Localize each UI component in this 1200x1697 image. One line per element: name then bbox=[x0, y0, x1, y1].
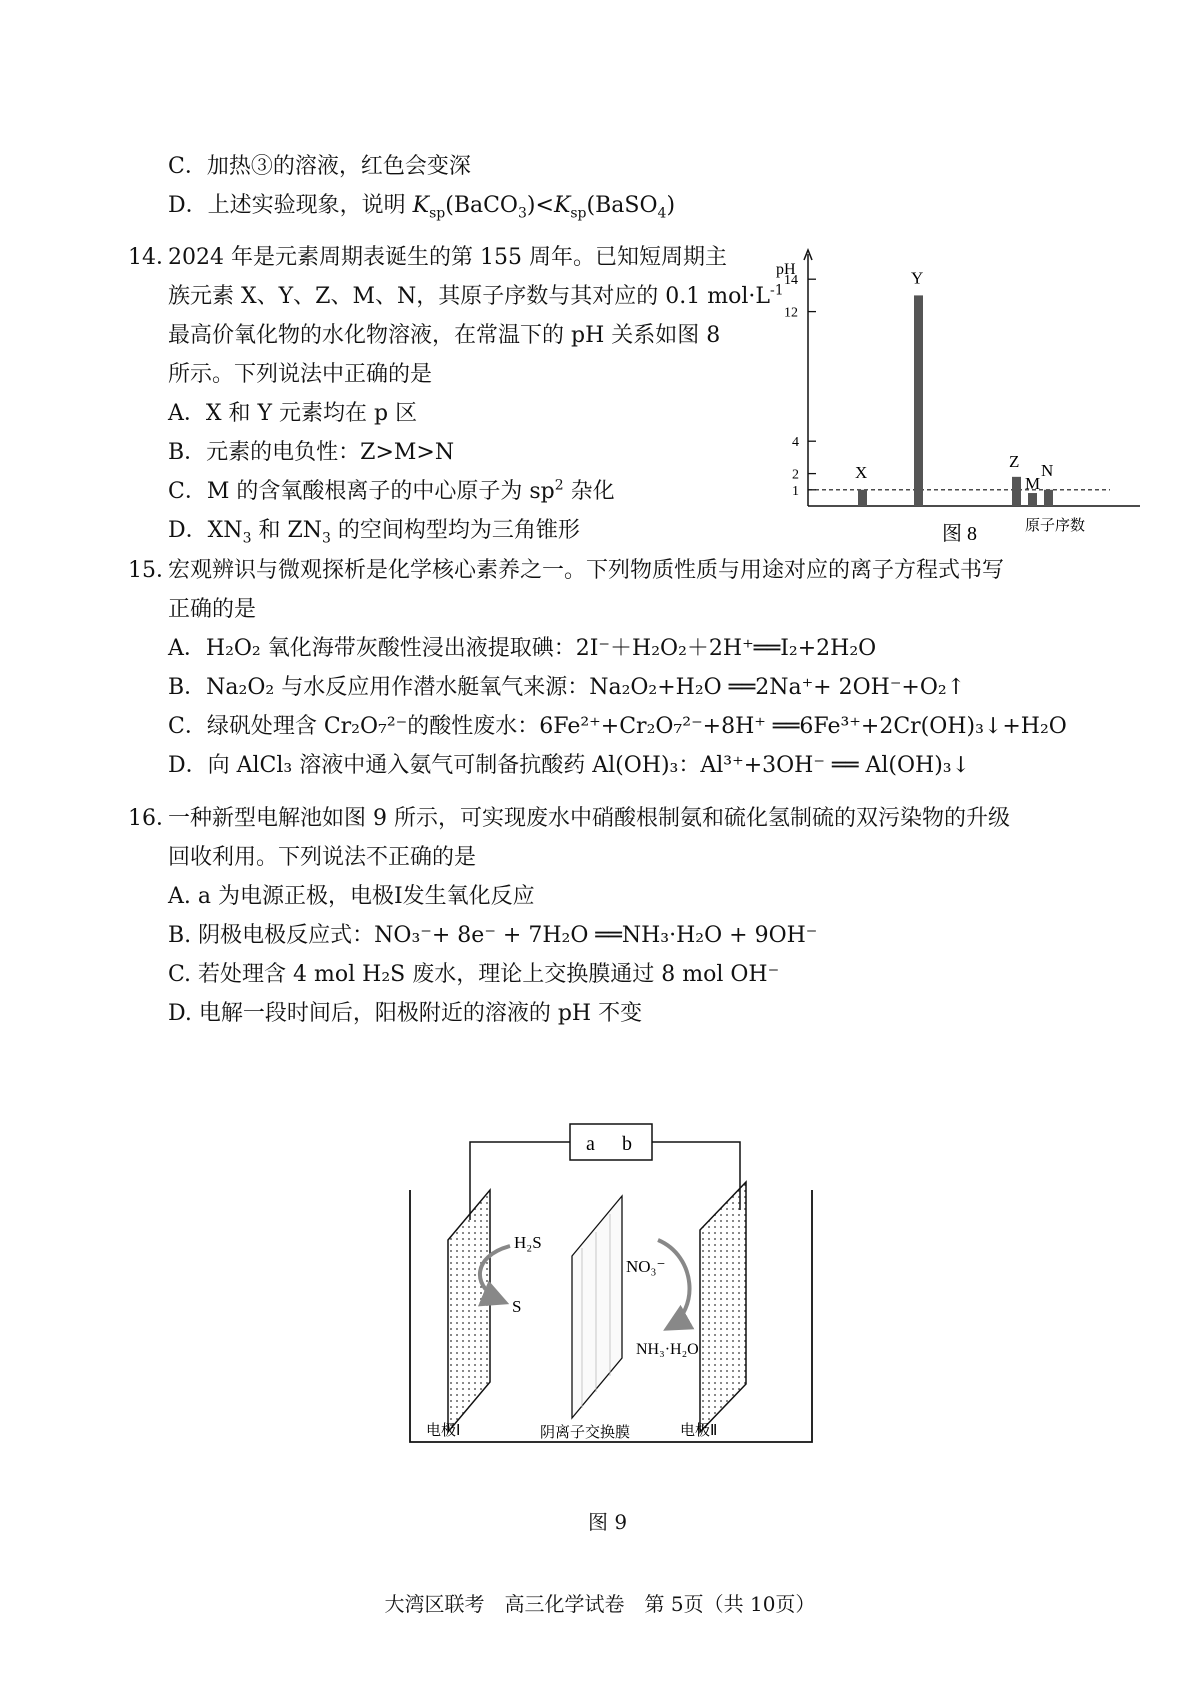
electrode-ii bbox=[700, 1182, 746, 1432]
q15-stem-line1: 宏观辨识与微观探析是化学核心素养之一。下列物质性质与用途对应的离子方程式书写 bbox=[168, 558, 1005, 583]
q14-option-c: C．M 的含氧酸根离子的中心原子为 $sp^2$ 杂化 bbox=[168, 477, 615, 504]
fig8-bar-M bbox=[1028, 493, 1037, 506]
fig8-bar-label-M: M bbox=[1025, 474, 1041, 494]
q13-option-c: C．加热③的溶液，红色会变深 bbox=[168, 154, 471, 179]
page-footer: 大湾区联考 高三化学试卷 第 5页（共 10页） bbox=[384, 1592, 816, 1616]
fig8-bar-N bbox=[1044, 490, 1053, 506]
q15-stem-line2: 正确的是 bbox=[168, 597, 257, 622]
q15-option-b: B．Na₂O₂ 与水反应用作潜水艇氧气来源：Na₂O₂+H₂O ══2Na⁺+ 2OH⁻+O₂↑ bbox=[168, 675, 966, 700]
figure-9-electrolysis-cell bbox=[400, 1110, 820, 1470]
figure-8-ph-chart bbox=[770, 248, 1150, 548]
q16-number: 16． bbox=[128, 806, 178, 831]
fig8-bar-label-Z: Z bbox=[1009, 451, 1020, 471]
no3-to-nh3-arrow bbox=[658, 1240, 690, 1328]
label-membrane: 阴离子交换膜 bbox=[540, 1423, 631, 1441]
q15-option-a: A．H₂O₂ 氧化海带灰酸性浸出液提取碘：2I⁻＋H₂O₂＋2H⁺══I₂+2H₂O bbox=[168, 636, 877, 661]
power-terminal-b: b bbox=[622, 1133, 632, 1155]
power-terminal-a: a bbox=[586, 1133, 595, 1155]
fig8-x-axis-label: 原子序数 bbox=[1025, 516, 1086, 534]
q15-number: 15． bbox=[128, 558, 178, 583]
q16-option-a: A. a 为电源正极，电极Ⅰ发生氧化反应 bbox=[168, 884, 535, 909]
q14-number: 14． bbox=[128, 245, 178, 270]
q16-stem-line1: 一种新型电解池如图 9 所示，可实现废水中硝酸根制氨和硫化氢制硫的双污染物的升级 bbox=[168, 806, 1010, 831]
q15-option-c: C．绿矾处理含 Cr₂O₇²⁻的酸性废水：6Fe²⁺+Cr₂O₇²⁻+8H⁺ ══6Fe³⁺+2Cr(OH)₃↓+H₂O bbox=[168, 714, 1067, 739]
fig8-bar-label-Y: Y bbox=[911, 268, 924, 288]
q14-stem-line1: 2024 年是元素周期表诞生的第 155 周年。已知短周期主 bbox=[168, 245, 727, 270]
q14-stem-line3: 最高价氧化物的水化物溶液，在常温下的 pH 关系如图 8 bbox=[168, 323, 721, 348]
fig8-bar-label-N: N bbox=[1041, 460, 1054, 480]
q14-option-d: D．$XN_3$ 和 $ZN_3$ 的空间构型均为三角锥形 bbox=[168, 518, 580, 547]
q16-stem-line2: 回收利用。下列说法不正确的是 bbox=[168, 845, 477, 870]
label-s: S bbox=[512, 1297, 522, 1316]
fig8-caption: 图 8 bbox=[942, 523, 977, 545]
fig8-ytick-label-4: 4 bbox=[792, 435, 799, 451]
fig8-ytick-label-14: 14 bbox=[784, 273, 798, 289]
q15-option-d: D．向 AlCl₃ 溶液中通入氨气可制备抗酸药 Al(OH)₃：Al³⁺+3OH⁻ ══ Al(OH)₃↓ bbox=[168, 753, 971, 778]
fig8-ytick-label-12: 12 bbox=[784, 305, 798, 321]
q14-stem-line4: 所示。下列说法中正确的是 bbox=[168, 362, 433, 387]
q13-option-d: D．上述实验现象，说明 $K_{sp}(BaCO_3)<K_{sp}(BaSO_4)$ bbox=[168, 193, 676, 222]
label-h2s: H₂S bbox=[514, 1233, 542, 1252]
fig8-bar-Z bbox=[1012, 477, 1021, 506]
label-electrode-ii: 电极Ⅱ bbox=[680, 1421, 718, 1439]
fig8-ytick-label-2: 2 bbox=[792, 467, 799, 483]
wire-right bbox=[652, 1142, 740, 1210]
q16-option-b: B. 阴极电极反应式：NO₃⁻+ 8e⁻ + 7H₂O ══NH₃·H₂O + 9OH⁻ bbox=[168, 923, 818, 948]
fig8-bar-label-X: X bbox=[855, 462, 868, 482]
q14-option-b: B．元素的电负性：Z>M>N bbox=[168, 440, 455, 465]
power-supply-box bbox=[570, 1124, 652, 1160]
label-no3: NO₃⁻ bbox=[626, 1257, 666, 1276]
fig8-bar-Y bbox=[914, 295, 923, 506]
electrode-i bbox=[448, 1190, 490, 1432]
q14-option-a: A．X 和 Y 元素均在 p 区 bbox=[168, 401, 418, 426]
q16-option-c: C. 若处理含 4 mol H₂S 废水，理论上交换膜通过 8 mol OH⁻ bbox=[168, 962, 780, 987]
fig8-y-axis-label: pH bbox=[776, 261, 796, 278]
label-nh3-h2o: NH₃·H₂O bbox=[636, 1341, 699, 1358]
fig8-bar-X bbox=[858, 490, 867, 506]
label-electrode-i: 电极Ⅰ bbox=[426, 1421, 461, 1439]
anion-exchange-membrane bbox=[572, 1196, 622, 1418]
fig8-ytick-label-1: 1 bbox=[792, 483, 799, 499]
q14-stem-line2: 族元素 X、Y、Z、M、N，其原子序数与其对应的 0.1 $mol\cdot L^{-1}$ bbox=[168, 282, 784, 309]
q16-option-d: D. 电解一段时间后，阳极附近的溶液的 pH 不变 bbox=[168, 1001, 643, 1026]
fig9-caption: 图 9 bbox=[588, 1510, 628, 1534]
